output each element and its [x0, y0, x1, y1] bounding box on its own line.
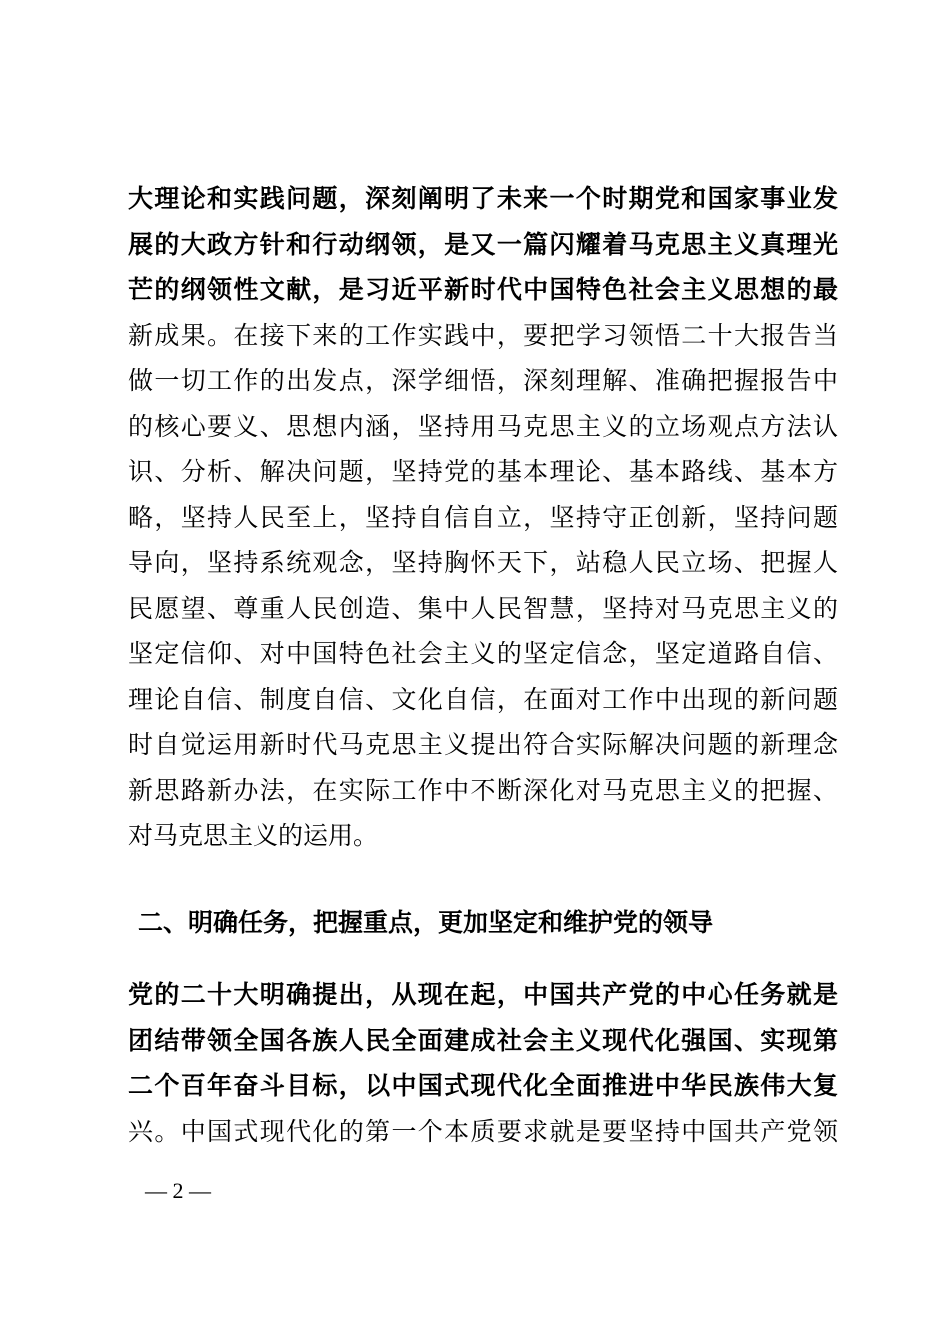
paragraph-line: 兴。中国式现代化的第一个本质要求就是要坚持中国共产党领	[128, 1116, 838, 1146]
paragraph-line: 坚定信仰、对中国特色社会主义的坚定信念，坚定道路自信、	[128, 639, 838, 668]
paragraph-line: 的核心要义、思想内涵，坚持用马克思主义的立场观点方法认	[128, 411, 838, 441]
paragraph-line: 做一切工作的出发点，深学细悟，深刻理解、准确把握报告中	[128, 366, 838, 395]
paragraph-line: 党的二十大明确提出，从现在起，中国共产党的中心任务就是	[128, 980, 838, 1009]
body-paragraph-1	[128, 176, 838, 859]
paragraph-line: 二个百年奋斗目标，以中国式现代化全面推进中华民族伟大复	[128, 1071, 838, 1100]
paragraph-line: 新成果。在接下来的工作实践中，要把学习领悟二十大报告当	[128, 320, 838, 350]
paragraph-line: 理论自信、制度自信、文化自信，在面对工作中出现的新问题	[128, 684, 838, 714]
paragraph-line: 对马克思主义的运用。	[128, 821, 379, 850]
body-paragraph-2	[128, 972, 838, 1154]
paragraph-line: 时自觉运用新时代马克思主义提出符合实际解决问题的新理念	[128, 730, 838, 759]
page-number: — 2 —	[145, 1178, 211, 1203]
paragraph-line: 略，坚持人民至上，坚持自信自立，坚持守正创新，坚持问题	[128, 502, 838, 532]
paragraph-line: 大理论和实践问题，深刻阐明了未来一个时期党和国家事业发	[128, 184, 838, 213]
paragraph-line: 展的大政方针和行动纲领，是又一篇闪耀着马克思主义真理光	[128, 229, 838, 259]
paragraph-line: 民愿望、尊重人民创造、集中人民智慧，坚持对马克思主义的	[128, 593, 838, 623]
paragraph-line: 芒的纲领性文献，是习近平新时代中国特色社会主义思想的最	[128, 275, 838, 304]
paragraph-line: 导向，坚持系统观念，坚持胸怀天下，站稳人民立场、把握人	[128, 548, 838, 577]
section-heading: 二、明确任务，把握重点，更加坚定和维护党的领导	[138, 908, 714, 937]
paragraph-line: 团结带领全国各族人民全面建成社会主义现代化强国、实现第	[128, 1025, 838, 1055]
paragraph-line: 识、分析、解决问题，坚持党的基本理论、基本路线、基本方	[128, 457, 838, 486]
paragraph-line: 新思路新办法，在实际工作中不断深化对马克思主义的把握、	[128, 775, 838, 805]
